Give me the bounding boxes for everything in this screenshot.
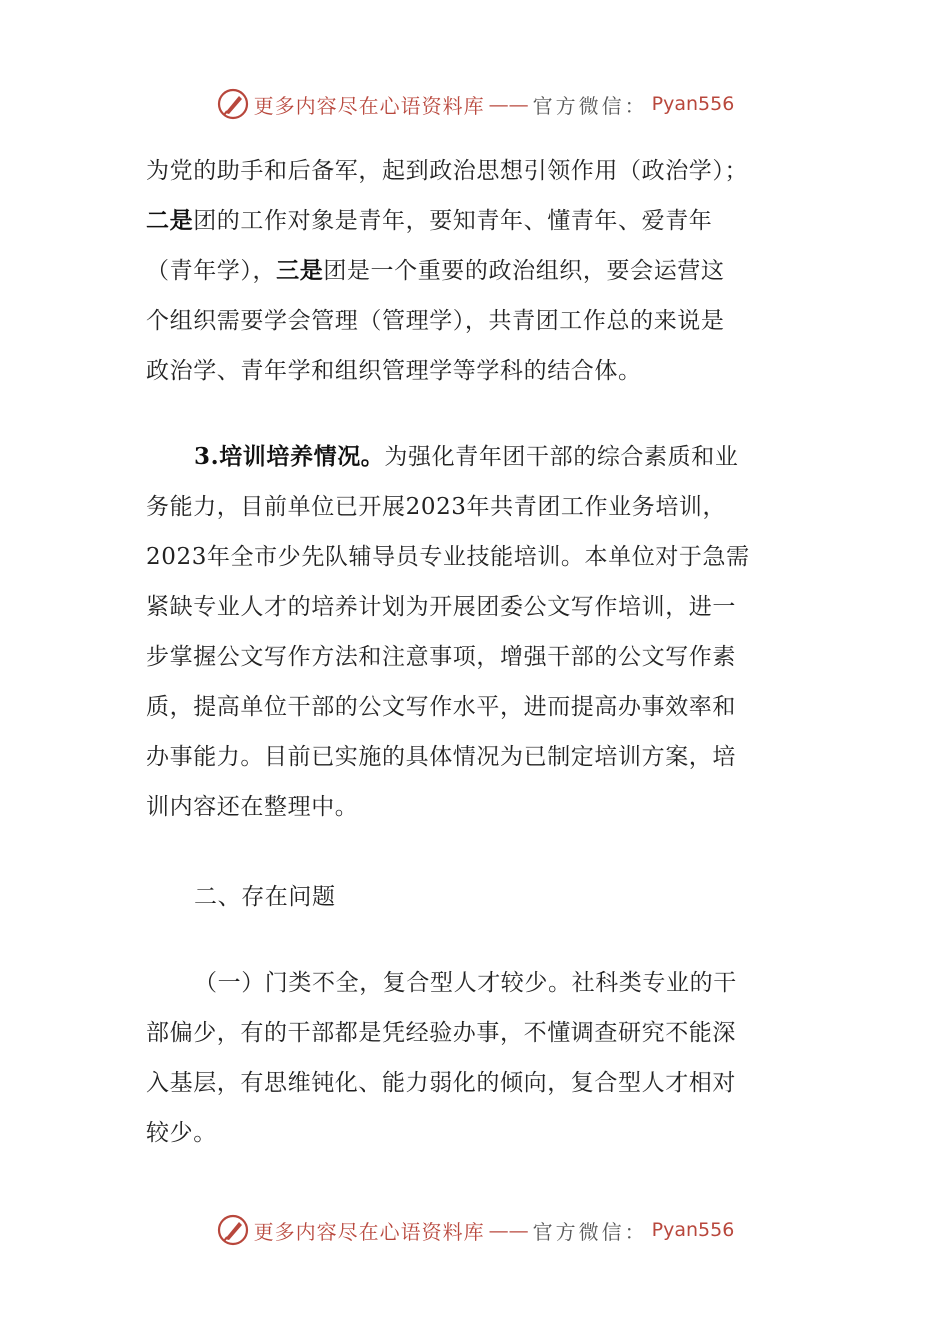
watermark-dash: ——: [488, 92, 529, 116]
watermark-wechat-id: Pyan556: [651, 1219, 735, 1241]
p2-line-5: 步掌握公文写作方法和注意事项，增强干部的公文写作素: [146, 644, 736, 670]
paragraph-gap: [146, 922, 796, 958]
quill-logo-icon: [216, 87, 250, 121]
quill-logo-icon: [216, 1213, 250, 1247]
paragraph-gap: [146, 832, 796, 872]
header-watermark: [0, 84, 950, 124]
p1-bold-second: 二是: [146, 207, 194, 234]
section-2-title: 二、存在问题: [194, 884, 336, 910]
p1-line-3-b: 团是一个重要的政治组织，要会运营这: [323, 258, 725, 284]
p2-line-8: 训内容还在整理中。: [146, 794, 359, 820]
p1-line-2: [146, 196, 796, 246]
p2-line-2: 务能力，目前单位已开展2023年共青团工作业务培训，: [146, 494, 727, 520]
watermark-official: 官方微信：: [532, 1219, 648, 1244]
watermark-text: 更多内容尽在心语资料库: [253, 93, 485, 118]
p2-line-1: [146, 432, 796, 482]
watermark-official: 官方微信：: [532, 93, 648, 118]
watermark-text: 更多内容尽在心语资料库: [253, 1219, 485, 1244]
p1-line-3: [146, 246, 796, 296]
p3-line-1: （一）门类不全，复合型人才较少。社科类专业的干: [194, 970, 737, 996]
watermark-dash: ——: [488, 1218, 529, 1242]
p1-bold-third: 三是: [276, 257, 324, 284]
p1-line-4: 个组织需要学会管理（管理学），共青团工作总的来说是: [146, 308, 725, 334]
p2-line-1-text: 为强化青年团干部的综合素质和业: [384, 444, 739, 470]
p3-line-3: 入基层，有思维钝化、能力弱化的倾向，复合型人才相对: [146, 1070, 736, 1096]
p2-line-6: 质，提高单位干部的公文写作水平，进而提高办事效率和: [146, 694, 736, 720]
paragraph-gap: [146, 396, 796, 432]
p1-line-3-a: （青年学），: [146, 258, 277, 284]
p2-line-4: 紧缺专业人才的培养计划为开展团委公文写作培训，进一: [146, 594, 736, 620]
p3-line-4: 较少。: [146, 1120, 217, 1146]
p3-line-2: 部偏少，有的干部都是凭经验办事，不懂调查研究不能深: [146, 1020, 736, 1046]
document-body: [146, 146, 796, 1158]
p1-line-2-text: 团的工作对象是青年，要知青年、懂青年、爱青年: [193, 208, 713, 234]
p1-line-1: 为党的助手和后备军，起到政治思想引领作用（政治学）；: [146, 158, 749, 184]
p2-heading: 3.培训培养情况。: [194, 443, 385, 470]
watermark-wechat-id: Pyan556: [651, 93, 735, 115]
footer-watermark: [0, 1210, 950, 1250]
p2-line-7: 办事能力。目前已实施的具体情况为已制定培训方案，培: [146, 744, 736, 770]
p2-line-3: 2023年全市少先队辅导员专业技能培训。本单位对于急需: [146, 544, 750, 570]
p1-line-5: 政治学、青年学和组织管理学等学科的结合体。: [146, 358, 642, 384]
